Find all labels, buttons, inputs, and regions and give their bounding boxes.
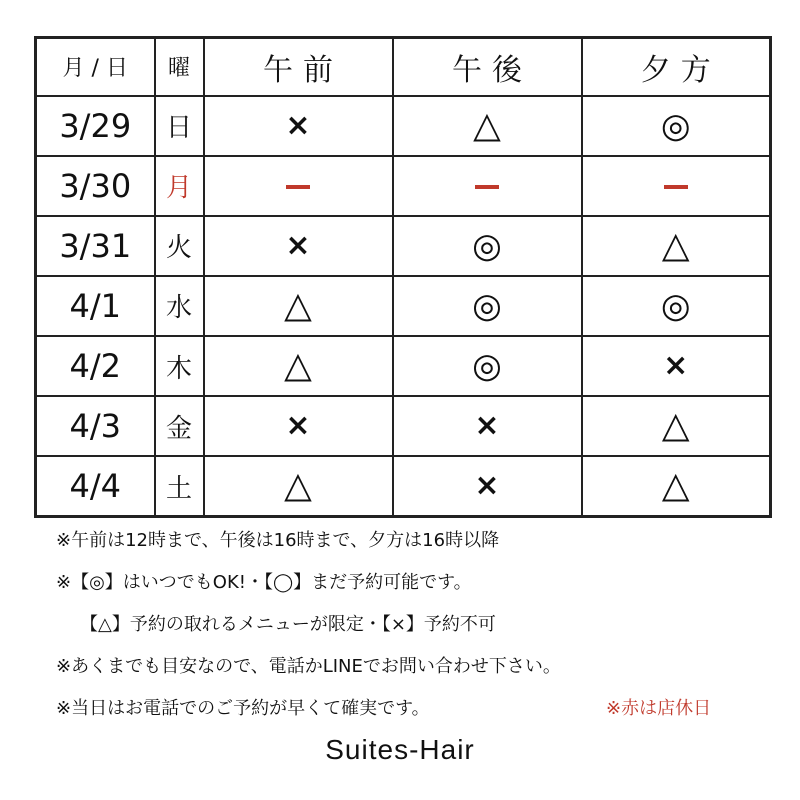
note-closed-day: ※赤は店休日 [606, 698, 712, 719]
morning-slot-cell [204, 216, 393, 276]
table-row [36, 156, 771, 216]
limited-mark: △ [284, 345, 312, 387]
note-contact: ※あくまでも目安なので、電話かLINEでお問い合わせ下さい。 [56, 656, 561, 677]
unavailable-mark: × [474, 468, 500, 504]
evening-slot-cell [582, 396, 771, 456]
evening-slot-cell [582, 336, 771, 396]
limited-mark: △ [473, 104, 501, 146]
day-of-week-cell: 月 [155, 156, 204, 216]
unavailable-mark: × [285, 227, 311, 263]
table-row [36, 336, 771, 396]
available-mark: ◎ [660, 285, 691, 326]
day-of-week-cell: 木 [155, 336, 204, 396]
note-same-day: ※当日はお電話でのご予約が早くて確実です。 [56, 698, 430, 719]
header-afternoon: 午後 [393, 38, 582, 96]
available-mark: ◎ [472, 285, 502, 326]
morning-slot-cell [204, 456, 393, 516]
date-cell: 4/1 [36, 276, 155, 336]
closed-dash-mark [286, 185, 310, 189]
date-cell: 4/2 [36, 336, 155, 396]
evening-slot-cell [582, 456, 771, 516]
unavailable-mark: × [663, 348, 689, 384]
unavailable-mark: × [285, 408, 311, 444]
limited-mark: △ [284, 465, 312, 507]
table-row [36, 276, 771, 336]
afternoon-slot-cell [393, 216, 582, 276]
available-mark: ◎ [472, 225, 502, 266]
afternoon-slot-cell [393, 396, 582, 456]
evening-slot-cell [582, 96, 771, 156]
date-cell: 3/29 [36, 96, 155, 156]
afternoon-slot-cell [393, 276, 582, 336]
afternoon-slot-cell [393, 336, 582, 396]
day-of-week-cell: 火 [155, 216, 204, 276]
note-legend-available: ※【◎】はいつでもOK!・【◯】まだ予約可能です。 [56, 572, 472, 593]
note-legend-limited: 【△】予約の取れるメニューが限定・【×】予約不可 [80, 614, 496, 635]
header-day-of-week: 曜 [155, 38, 204, 96]
reservation-availability-table [34, 36, 772, 518]
afternoon-slot-cell [393, 156, 582, 216]
table-header-row [36, 38, 771, 96]
morning-slot-cell [204, 336, 393, 396]
evening-slot-cell [582, 156, 771, 216]
date-cell: 4/3 [36, 396, 155, 456]
limited-mark: △ [661, 465, 690, 507]
header-evening: 夕方 [582, 38, 771, 96]
note-time-ranges: ※午前は12時まで、午後は16時まで、夕方は16時以降 [56, 530, 500, 551]
afternoon-slot-cell [393, 456, 582, 516]
available-mark: ◎ [472, 346, 502, 387]
table-row [36, 96, 771, 156]
date-cell: 4/4 [36, 456, 155, 516]
closed-dash-mark [475, 185, 499, 189]
table-row [36, 216, 771, 276]
morning-slot-cell [204, 396, 393, 456]
day-of-week-cell: 土 [155, 456, 204, 516]
day-of-week-cell: 日 [155, 96, 204, 156]
date-cell: 3/31 [36, 216, 155, 276]
limited-mark: △ [661, 405, 690, 447]
header-morning: 午前 [204, 38, 393, 96]
limited-mark: △ [284, 284, 312, 326]
header-date: 月 / 日 [36, 38, 155, 96]
morning-slot-cell [204, 156, 393, 216]
unavailable-mark: × [474, 408, 500, 444]
afternoon-slot-cell [393, 96, 582, 156]
available-mark: ◎ [660, 105, 691, 146]
evening-slot-cell [582, 276, 771, 336]
day-of-week-cell: 金 [155, 396, 204, 456]
evening-slot-cell [582, 216, 771, 276]
morning-slot-cell [204, 276, 393, 336]
brand-name: Suites-Hair [325, 734, 475, 765]
date-cell: 3/30 [36, 156, 155, 216]
day-of-week-cell: 水 [155, 276, 204, 336]
unavailable-mark: × [285, 107, 311, 143]
table-row [36, 456, 771, 516]
limited-mark: △ [661, 224, 690, 266]
closed-dash-mark [664, 185, 688, 189]
morning-slot-cell [204, 96, 393, 156]
table-row [36, 396, 771, 456]
table-body [36, 96, 771, 517]
